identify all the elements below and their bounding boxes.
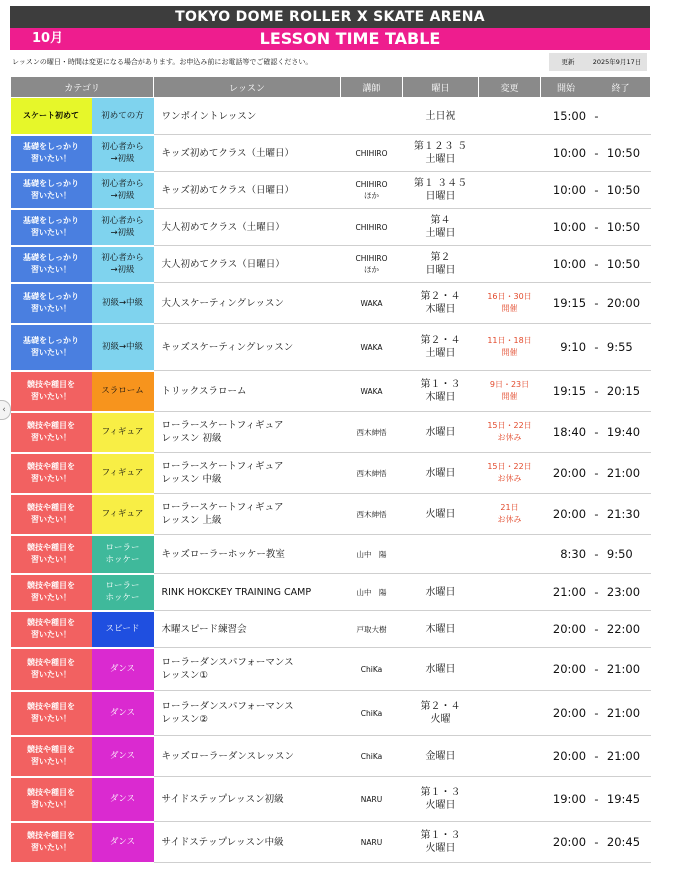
- time-dash: -: [594, 466, 599, 480]
- subcategory-cell: 初めての方: [92, 98, 154, 135]
- lesson-name: ローラースケートフィギュア レッスン 上級: [154, 494, 341, 535]
- subcategory-cell: 初級→中級: [92, 283, 154, 324]
- subcategory-cell: ローラー ホッケー: [92, 574, 154, 611]
- subcategory-cell: ダンス: [92, 822, 154, 863]
- end-time: 10:50: [606, 183, 641, 197]
- schedule-change: [479, 98, 541, 135]
- time-cell: [541, 283, 651, 324]
- teacher-name: CHIHIRO ほか: [341, 172, 403, 209]
- lesson-table: [10, 76, 651, 864]
- start-time: 20:00: [552, 662, 587, 676]
- time-cell: [541, 324, 651, 371]
- time-dash: -: [594, 220, 599, 234]
- subcategory-cell: ダンス: [92, 736, 154, 777]
- table-row: [11, 324, 651, 371]
- schedule-change: 15日・22日 お休み: [479, 412, 541, 453]
- lesson-day: 第１・３ 火曜日: [403, 777, 479, 822]
- col-end: 終了: [611, 83, 630, 94]
- col-teacher: 講師: [341, 77, 403, 98]
- lesson-day: 第２・４ 木曜日: [403, 283, 479, 324]
- time-cell: [541, 453, 651, 494]
- time-dash: -: [594, 662, 599, 676]
- subcategory-cell: フィギュア: [92, 494, 154, 535]
- lesson-name: キッズスケーティングレッスン: [154, 324, 341, 371]
- category-cell: 競技や種目を 習いたい！: [11, 736, 92, 777]
- lesson-day: 第４ 土曜日: [403, 209, 479, 246]
- table-row: [11, 494, 651, 535]
- table-row: [11, 822, 651, 863]
- start-time: 10:00: [552, 220, 587, 234]
- subcategory-cell: ダンス: [92, 777, 154, 822]
- start-time: 19:15: [552, 384, 587, 398]
- teacher-name: 山中 陽: [341, 574, 403, 611]
- teacher-name: WAKA: [341, 371, 403, 412]
- schedule-change: 21日 お休み: [479, 494, 541, 535]
- subtitle-bar: [10, 28, 650, 50]
- time-cell: [541, 777, 651, 822]
- schedule-change: [479, 574, 541, 611]
- lesson-day: 水曜日: [403, 453, 479, 494]
- schedule-change: [479, 611, 541, 648]
- lesson-day: 水曜日: [403, 574, 479, 611]
- lesson-name: ワンポイントレッスン: [154, 98, 341, 135]
- subcategory-cell: スピード: [92, 611, 154, 648]
- time-cell: [541, 691, 651, 736]
- lesson-day: 木曜日: [403, 611, 479, 648]
- subcategory-cell: 初心者から →初級: [92, 172, 154, 209]
- lesson-day: 第１・３ 木曜日: [403, 371, 479, 412]
- timetable-sheet: [10, 6, 650, 864]
- table-row: [11, 611, 651, 648]
- category-cell: 競技や種目を 習いたい！: [11, 574, 92, 611]
- lesson-day: 水曜日: [403, 412, 479, 453]
- category-cell: 競技や種目を 習いたい！: [11, 494, 92, 535]
- schedule-change: [479, 822, 541, 863]
- table-row: [11, 172, 651, 209]
- table-row: [11, 777, 651, 822]
- teacher-name: ChiKa: [341, 648, 403, 691]
- table-row: [11, 209, 651, 246]
- schedule-change: [479, 172, 541, 209]
- end-time: 21:30: [606, 507, 641, 521]
- category-cell: 競技や種目を 習いたい！: [11, 371, 92, 412]
- time-dash: -: [594, 507, 599, 521]
- subcategory-cell: 初心者から →初級: [92, 246, 154, 283]
- category-cell: 競技や種目を 習いたい！: [11, 777, 92, 822]
- time-dash: -: [594, 425, 599, 439]
- teacher-name: 西木紳悟: [341, 494, 403, 535]
- time-cell: [541, 246, 651, 283]
- end-time: 20:45: [606, 835, 641, 849]
- start-time: 18:40: [552, 425, 587, 439]
- start-time: 9:10: [560, 340, 587, 354]
- time-dash: -: [594, 183, 599, 197]
- time-cell: [541, 822, 651, 863]
- time-dash: -: [594, 792, 599, 806]
- lesson-name: 大人スケーティングレッスン: [154, 283, 341, 324]
- lesson-name: サイドステップレッスン中級: [154, 822, 341, 863]
- schedule-change: [479, 777, 541, 822]
- end-time: 10:50: [606, 146, 641, 160]
- col-change: 変更: [479, 77, 541, 98]
- start-time: 10:00: [552, 183, 587, 197]
- updated-label: 更新: [561, 58, 575, 66]
- lesson-name: キッズローラーホッケー教室: [154, 535, 341, 574]
- time-dash: -: [594, 585, 599, 599]
- lesson-name: トリックスラローム: [154, 371, 341, 412]
- lesson-name: ローラースケートフィギュア レッスン 初級: [154, 412, 341, 453]
- lesson-name: キッズ初めてクラス（土曜日）: [154, 135, 341, 172]
- time-cell: [541, 648, 651, 691]
- category-cell: 競技や種目を 習いたい！: [11, 611, 92, 648]
- lesson-name: サイドステップレッスン初級: [154, 777, 341, 822]
- lesson-name: RINK HOKCKEY TRAINING CAMP: [154, 574, 341, 611]
- category-cell: 基礎をしっかり 習いたい！: [11, 246, 92, 283]
- schedule-change: [479, 648, 541, 691]
- lesson-day: [403, 535, 479, 574]
- table-row: [11, 98, 651, 135]
- time-cell: [541, 611, 651, 648]
- teacher-name: CHIHIRO: [341, 209, 403, 246]
- category-cell: 基礎をしっかり 習いたい！: [11, 172, 92, 209]
- updated-badge: [549, 53, 647, 71]
- schedule-change: [479, 535, 541, 574]
- start-time: 19:15: [552, 296, 587, 310]
- teacher-name: ChiKa: [341, 691, 403, 736]
- table-row: [11, 246, 651, 283]
- teacher-name: WAKA: [341, 324, 403, 371]
- time-cell: [541, 371, 651, 412]
- table-row: [11, 412, 651, 453]
- schedule-change: [479, 209, 541, 246]
- subcategory-cell: ローラー ホッケー: [92, 535, 154, 574]
- lesson-name: キッズローラーダンスレッスン: [154, 736, 341, 777]
- start-time: 20:00: [552, 507, 587, 521]
- lesson-name: ローラーダンスパフォーマンス レッスン②: [154, 691, 341, 736]
- lesson-day: 第２ 日曜日: [403, 246, 479, 283]
- subcategory-cell: ダンス: [92, 648, 154, 691]
- teacher-name: 山中 陽: [341, 535, 403, 574]
- end-time: 21:00: [606, 466, 641, 480]
- start-time: 10:00: [552, 257, 587, 271]
- start-time: 15:00: [552, 109, 587, 123]
- schedule-change: [479, 135, 541, 172]
- time-dash: -: [594, 749, 599, 763]
- time-dash: -: [594, 109, 599, 123]
- end-time: 23:00: [606, 585, 641, 599]
- carousel-prev-icon[interactable]: ‹: [0, 400, 11, 420]
- teacher-name: ChiKa: [341, 736, 403, 777]
- arena-title: TOKYO DOME ROLLER X SKATE ARENA: [10, 6, 650, 28]
- schedule-change: [479, 691, 541, 736]
- category-cell: 基礎をしっかり 習いたい！: [11, 283, 92, 324]
- end-time: 19:45: [606, 792, 641, 806]
- updated-date: 2025年9月17日: [592, 58, 642, 66]
- lesson-name: 大人初めてクラス（日曜日）: [154, 246, 341, 283]
- start-time: 19:00: [552, 792, 587, 806]
- lesson-day: 第２・４ 火曜: [403, 691, 479, 736]
- teacher-name: NARU: [341, 822, 403, 863]
- time-dash: -: [594, 340, 599, 354]
- lesson-day: 火曜日: [403, 494, 479, 535]
- col-category: カテゴリ: [11, 77, 154, 98]
- time-cell: [541, 736, 651, 777]
- time-dash: -: [594, 384, 599, 398]
- end-time: 20:00: [606, 296, 641, 310]
- subcategory-cell: スラローム: [92, 371, 154, 412]
- start-time: 8:30: [560, 547, 587, 561]
- category-cell: 基礎をしっかり 習いたい！: [11, 209, 92, 246]
- col-start: 開始: [557, 83, 576, 94]
- end-time: 9:50: [606, 547, 633, 561]
- table-row: [11, 535, 651, 574]
- lesson-day: 第１・３ 火曜日: [403, 822, 479, 863]
- category-cell: 競技や種目を 習いたい！: [11, 648, 92, 691]
- category-cell: 競技や種目を 習いたい！: [11, 535, 92, 574]
- table-row: [11, 283, 651, 324]
- start-time: 20:00: [552, 706, 587, 720]
- end-time: 22:00: [606, 622, 641, 636]
- end-time: 9:55: [606, 340, 633, 354]
- lesson-name: 木曜スピード練習会: [154, 611, 341, 648]
- month-label: 10月: [32, 31, 64, 46]
- start-time: 20:00: [552, 749, 587, 763]
- lesson-day: 第１ ３４５ 日曜日: [403, 172, 479, 209]
- schedule-change: 9日・23日 開催: [479, 371, 541, 412]
- time-cell: [541, 574, 651, 611]
- table-header-row: [11, 77, 651, 98]
- end-time: 10:50: [606, 220, 641, 234]
- subcategory-cell: 初心者から →初級: [92, 135, 154, 172]
- time-dash: -: [594, 706, 599, 720]
- teacher-name: CHIHIRO ほか: [341, 246, 403, 283]
- lesson-name: ローラースケートフィギュア レッスン 中級: [154, 453, 341, 494]
- schedule-change: [479, 736, 541, 777]
- time-cell: [541, 98, 651, 135]
- end-time: 19:40: [606, 425, 641, 439]
- teacher-name: NARU: [341, 777, 403, 822]
- category-cell: 競技や種目を 習いたい！: [11, 822, 92, 863]
- category-cell: 基礎をしっかり 習いたい！: [11, 135, 92, 172]
- table-row: [11, 648, 651, 691]
- start-time: 20:00: [552, 466, 587, 480]
- start-time: 10:00: [552, 146, 587, 160]
- teacher-name: 西木紳悟: [341, 412, 403, 453]
- notice-text: レッスンの曜日・時間は変更になる場合があります。お申込み前にお電話等でご確認ください。: [12, 58, 313, 66]
- teacher-name: WAKA: [341, 283, 403, 324]
- lesson-day: 金曜日: [403, 736, 479, 777]
- time-dash: -: [594, 146, 599, 160]
- col-lesson: レッスン: [154, 77, 341, 98]
- schedule-change: 15日・22日 お休み: [479, 453, 541, 494]
- timetable-title: LESSON TIME TABLE: [259, 29, 441, 48]
- start-time: 20:00: [552, 835, 587, 849]
- table-row: [11, 736, 651, 777]
- notice-row: [10, 50, 650, 76]
- lesson-day: 第２・４ 土曜日: [403, 324, 479, 371]
- time-cell: [541, 535, 651, 574]
- subcategory-cell: フィギュア: [92, 412, 154, 453]
- category-cell: スケート初めて: [11, 98, 92, 135]
- table-row: [11, 574, 651, 611]
- col-day: 曜日: [403, 77, 479, 98]
- category-cell: 競技や種目を 習いたい！: [11, 691, 92, 736]
- end-time: 21:00: [606, 706, 641, 720]
- lesson-name: キッズ初めてクラス（日曜日）: [154, 172, 341, 209]
- teacher-name: 西木紳悟: [341, 453, 403, 494]
- time-dash: -: [594, 547, 599, 561]
- start-time: 21:00: [552, 585, 587, 599]
- teacher-name: [341, 98, 403, 135]
- time-cell: [541, 209, 651, 246]
- lesson-day: 第１２３ ５ 土曜日: [403, 135, 479, 172]
- teacher-name: 戸取大樹: [341, 611, 403, 648]
- lesson-name: 大人初めてクラス（土曜日）: [154, 209, 341, 246]
- lesson-day: 土日祝: [403, 98, 479, 135]
- time-cell: [541, 172, 651, 209]
- category-cell: 競技や種目を 習いたい！: [11, 453, 92, 494]
- time-dash: -: [594, 257, 599, 271]
- time-cell: [541, 494, 651, 535]
- table-row: [11, 691, 651, 736]
- end-time: 21:00: [606, 749, 641, 763]
- category-cell: 基礎をしっかり 習いたい！: [11, 324, 92, 371]
- table-row: [11, 371, 651, 412]
- end-time: 20:15: [606, 384, 641, 398]
- table-row: [11, 135, 651, 172]
- teacher-name: CHIHIRO: [341, 135, 403, 172]
- time-cell: [541, 412, 651, 453]
- end-time: 10:50: [606, 257, 641, 271]
- start-time: 20:00: [552, 622, 587, 636]
- lesson-name: ローラーダンスパフォーマンス レッスン①: [154, 648, 341, 691]
- category-cell: 競技や種目を 習いたい！: [11, 412, 92, 453]
- schedule-change: 11日・18日 開催: [479, 324, 541, 371]
- subcategory-cell: 初級→中級: [92, 324, 154, 371]
- lesson-day: 水曜日: [403, 648, 479, 691]
- schedule-change: 16日・30日 開催: [479, 283, 541, 324]
- table-row: [11, 453, 651, 494]
- subcategory-cell: 初心者から →初級: [92, 209, 154, 246]
- col-start-end: [541, 77, 651, 98]
- schedule-change: [479, 246, 541, 283]
- time-dash: -: [594, 296, 599, 310]
- subcategory-cell: フィギュア: [92, 453, 154, 494]
- time-dash: -: [594, 622, 599, 636]
- end-time: 21:00: [606, 662, 641, 676]
- subcategory-cell: ダンス: [92, 691, 154, 736]
- time-cell: [541, 135, 651, 172]
- time-dash: -: [594, 835, 599, 849]
